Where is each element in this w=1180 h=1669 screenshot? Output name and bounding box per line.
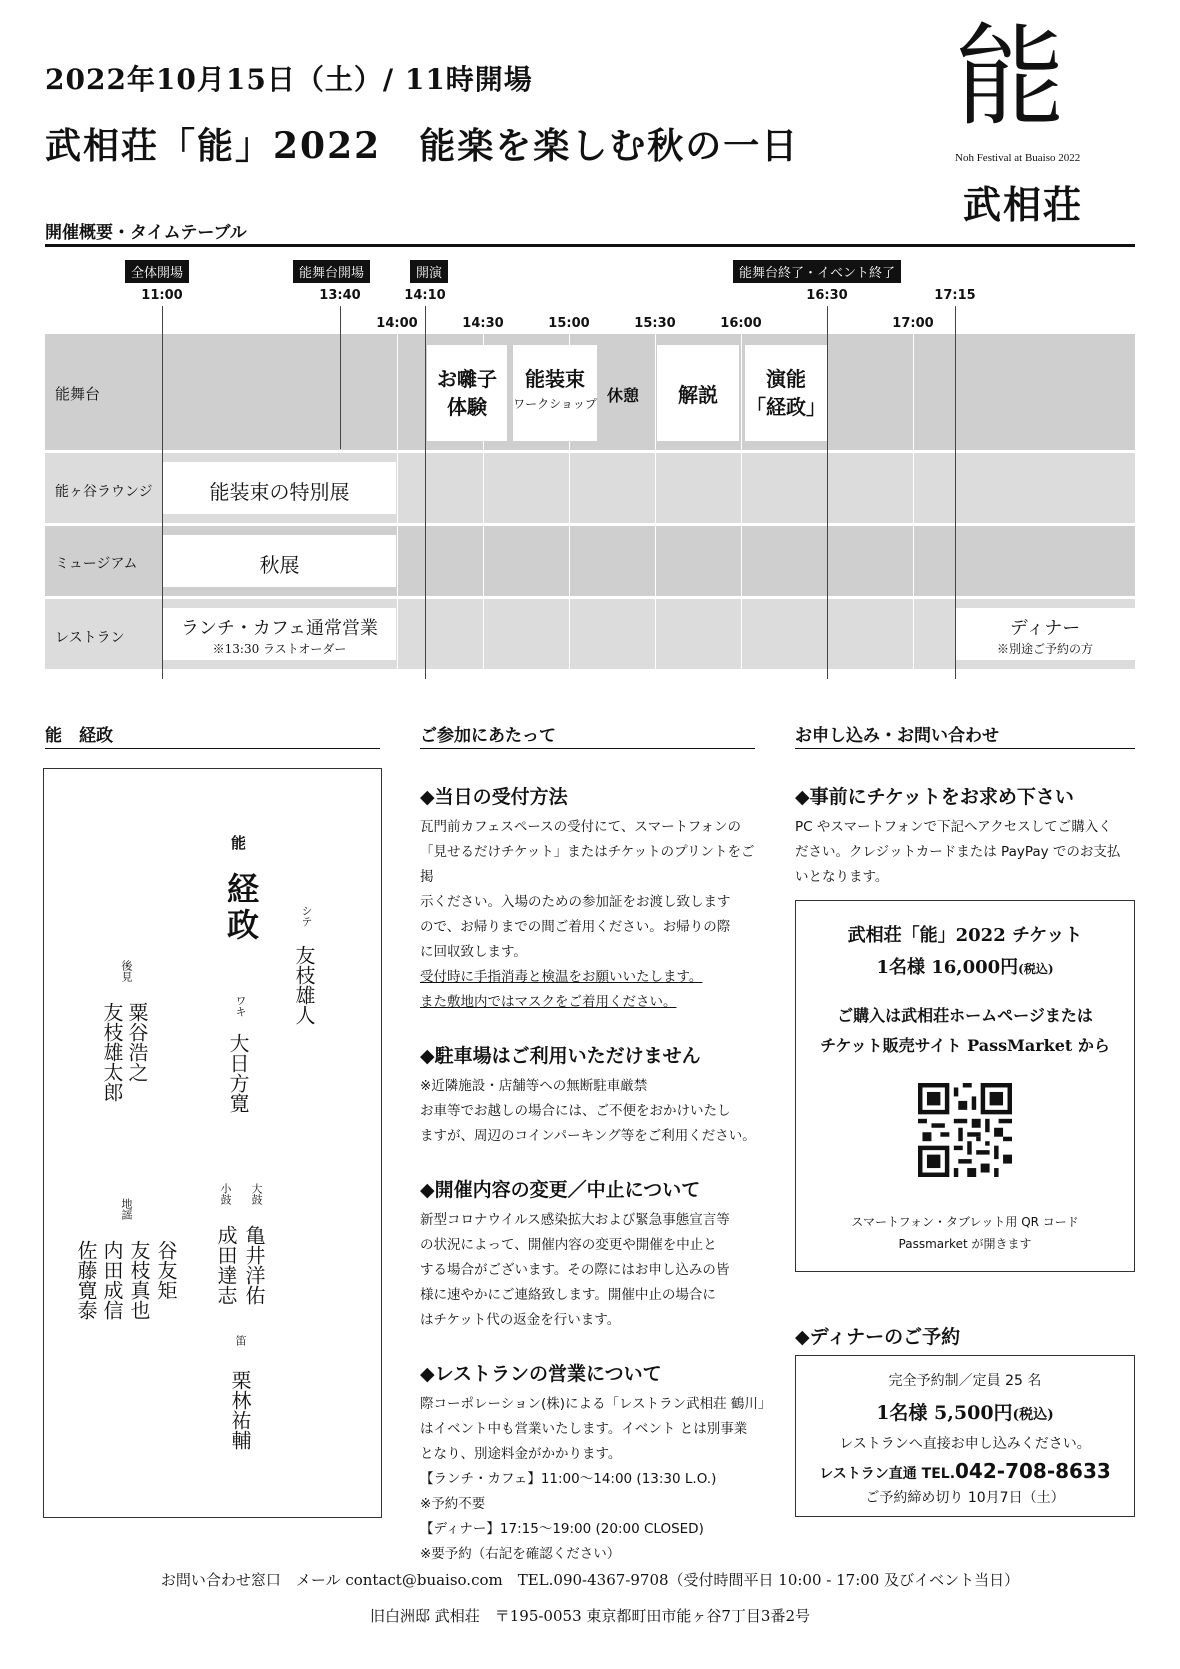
koken-1: 粟谷浩之 [125,1002,149,1082]
text-line: ご購入は武相荘ホームページまたは [837,1006,1093,1025]
text-line: スマートフォン・タブレット用 QR コード [851,1215,1079,1229]
box-hayashi [427,345,507,441]
jiutai-role: 地謡 [120,1198,133,1220]
kaisetsu-title: 解説 [678,383,718,407]
text-line: する場合がございます。その際にはお申し込みの皆 [420,1262,730,1278]
text-line: ※要予約（右記を確認ください） [420,1546,621,1562]
apply-column [795,782,1140,890]
time-1530: 15:30 [634,316,676,331]
time-1400: 14:00 [376,316,418,331]
change-title: ◆開催内容の変更／中止について [420,1179,701,1201]
text-line: はイベント中も営業いたします。イベント とは別事業 [420,1421,748,1437]
waki-role: ワキ [234,995,247,1017]
dinner-tel-line [796,1459,1134,1483]
ticket-where [796,1001,1134,1061]
reception-text [420,815,765,1015]
info-heading: ご参加にあたって [420,726,556,746]
row-label-stage: 能舞台 [55,385,101,403]
otsuzumi-name: 亀井洋佑 [242,1225,266,1305]
row-label-museum: ミュージアム [55,556,138,572]
footer-contact: お問い合わせ窓口 メール contact@buaiso.com TEL.090-4367-9708（受付時間平日 10:00 - 17:00 及びイベント当日） [160,1571,1020,1589]
restaurant-note: ※13:30 ラストオーダー [212,642,347,656]
box-restaurant [163,608,396,660]
text-line: ※近隣施設・店舗等への無断駐車厳禁 [420,1078,648,1094]
waki-name: 大日方寛 [226,1033,250,1113]
text-line-underlined: また敷地内ではマスクをご着用ください。 [420,994,677,1010]
dinner-tel[interactable]: 042-708-8633 [955,1459,1111,1483]
time-1600: 16:00 [720,316,762,331]
parking-text [420,1074,765,1149]
change-text [420,1208,765,1333]
time-1715: 17:15 [934,288,976,303]
kotsuzumi-role: 小鼓 [219,1183,232,1205]
lounge-title: 能装束の特別展 [209,480,350,504]
koken-role: 後見 [120,960,133,982]
ennou-line2: 「経政」 [746,395,826,419]
text-line-underlined: 受付時に手指消毒と検温をお願いいたします。 [420,969,703,985]
grid-line [913,334,914,669]
time-1100: 11:00 [141,288,183,303]
text-line: ださい。クレジットカードまたは PayPay でのお支払 [795,844,1121,860]
dinner-title: ディナー [1009,618,1081,639]
schedule-heading: 開催概要・タイムテーブル [45,223,247,243]
schedule-rule [45,244,1135,247]
marker-1410 [425,306,426,679]
text-line: Passmarket が開きます [898,1237,1032,1251]
event-date: 2022年10月15日（土）/ 11時開場 [45,63,533,96]
shite-name: 友枝雄人 [292,945,316,1025]
advance-text [795,815,1140,890]
tag-start: 開演 [410,260,448,283]
qr-caption [796,1211,1134,1255]
box-kaisetsu [657,345,739,441]
text-line: 【ランチ・カフェ】11:00～14:00 (13:30 L.O.) [420,1471,717,1487]
logo-kanji: 能 [955,13,1065,141]
tag-stage-open: 能舞台開場 [293,260,370,283]
time-1410: 14:10 [404,288,446,303]
row-label-restaurant: レストラン [55,630,125,646]
logo-name: 武相荘 [963,182,1084,227]
dinner-price-line [796,1398,1134,1425]
dinner-tel-label: レストラン直通 TEL. [819,1466,956,1482]
box-ennou [745,345,827,441]
noh-heading: 能 経政 [45,726,113,746]
cast-nou: 能 [229,835,247,850]
text-line: PC やスマートフォンで下記へアクセスしてご購入く [795,819,1112,835]
text-line: 様に速やかにご連絡致します。開催中止の場合に [420,1287,716,1303]
dinner-deadline: ご予約締め切り 10月7日（土） [865,1490,1065,1506]
dinner-tax: (税込) [1012,1407,1054,1423]
text-line: 新型コロナウイルス感染拡大および緊急事態宣言等 [420,1212,730,1228]
time-1340: 13:40 [319,288,361,303]
jiutai-2: 友枝真也 [127,1240,151,1320]
cast-panel [43,768,382,1518]
text-line: チケット販売サイト PassMarket から [820,1036,1110,1055]
parking-title: ◆駐車場はご利用いただけません [420,1045,701,1067]
text-line: 「見せるだけチケット」またはチケットのプリントをご掲 [420,844,755,885]
fue-name: 栗林祐輔 [228,1370,252,1450]
ticket-name: 武相荘「能」2022 チケット [847,925,1083,946]
marker-1715 [955,306,956,679]
fue-role: 笛 [234,1335,247,1346]
grid-line [655,334,656,669]
marker-1340 [340,306,341,449]
qr-code-icon [918,1083,1012,1177]
dinner-reserve-title: ◆ディナーのご予約 [795,1326,961,1348]
text-line: 示ください。入場のための参加証をお渡し致します [420,894,731,910]
grid-line [397,334,398,669]
text-line: 【ディナー】17:15～19:00 (20:00 CLOSED) [420,1521,704,1537]
text-line: に回収致します。 [420,944,527,960]
hayashi-line1: お囃子 [437,367,497,391]
tag-open: 全体開場 [125,260,189,283]
time-1630: 16:30 [806,288,848,303]
text-line: の状況によって、開催内容の変更や開催を中止と [420,1237,717,1253]
text-line: 瓦門前カフェスペースの受付にて、スマートフォンの [420,819,742,835]
dinner-panel [795,1355,1135,1517]
row-label-lounge: 能ヶ谷ラウンジ [55,484,153,500]
text-line: はチケット代の返金を行います。 [420,1312,621,1328]
footer-address: 旧白洲邸 武相荘 〒195-0053 東京都町田市能ヶ谷7丁目3番2号 [369,1607,811,1625]
dinner-note: ※別途ご予約の方 [996,642,1093,656]
apply-rule [795,748,1135,749]
marker-1630 [827,306,828,679]
restaurant-text [420,1392,772,1567]
time-1500: 15:00 [548,316,590,331]
ticket-tax: (税込) [1018,962,1054,976]
info-rule [420,748,755,749]
advance-title: ◆事前にチケットをお求め下さい [795,786,1074,808]
museum-title: 秋展 [259,553,300,577]
box-museum [163,535,396,587]
box-dinner [955,608,1135,660]
box-lounge [163,462,396,514]
apply-heading: お申し込み・お問い合わせ [795,726,999,746]
page-title: 武相荘「能」2022 能楽を楽しむ秋の一日 [45,125,800,167]
reception-title: ◆当日の受付方法 [420,786,568,808]
ennou-line1: 演能 [766,367,806,391]
kyukei-label: 休憩 [607,386,640,405]
noh-rule [45,748,380,749]
hayashi-line2: 体験 [447,395,487,419]
marker-1100 [162,306,163,679]
time-1430: 14:30 [462,316,504,331]
shite-role: シテ [300,905,313,927]
kotsuzumi-name: 成田達志 [214,1225,238,1305]
jiutai-4: 佐藤寛泰 [74,1240,98,1320]
text-line: ますが、周辺のコインパーキング等をご利用ください。 [420,1128,756,1144]
grid-line [741,334,742,669]
text-line: ※予約不要 [420,1496,486,1512]
tag-end: 能舞台終了・イベント終了 [733,260,901,283]
time-1700: 17:00 [892,316,934,331]
text-line: お車等でお越しの場合には、ご不便をおかけいたし [420,1103,731,1119]
dinner-direct: レストランへ直接お申し込みください。 [839,1436,1091,1452]
text-line: いとなります。 [795,869,889,885]
restaurant-title: ◆レストランの営業について [420,1363,662,1385]
box-shozoku [513,345,597,441]
otsuzumi-role: 大鼓 [250,1183,263,1205]
dinner-price: 1名様 5,500円 [876,1402,1013,1424]
ticket-panel [795,900,1135,1272]
shozoku-sub: ワークショップ [513,397,597,411]
restaurant-title: ランチ・カフェ通常営業 [180,618,379,639]
dinner-capacity: 完全予約制／定員 25 名 [888,1373,1042,1389]
shozoku-title: 能装束 [525,367,585,391]
text-line: ので、お帰りまでの間ご着用ください。お帰りの際 [420,919,731,935]
cast-play: 経政 [222,872,260,944]
ticket-price: 1名様 16,000円 [876,957,1019,978]
ticket-price-line [796,953,1134,979]
jiutai-1: 谷友矩 [154,1240,178,1300]
text-line: 際コーポレーション(株)による「レストラン武相荘 鶴川」 [420,1396,772,1412]
qr-code[interactable] [918,1083,1012,1181]
koken-2: 友枝雄太郎 [100,1002,124,1102]
jiutai-3: 内田成信 [100,1240,124,1320]
logo-subtitle: Noh Festival at Buaiso 2022 [955,152,1081,164]
info-column [420,782,772,1567]
text-line: となり、別途料金がかかります。 [420,1446,622,1462]
